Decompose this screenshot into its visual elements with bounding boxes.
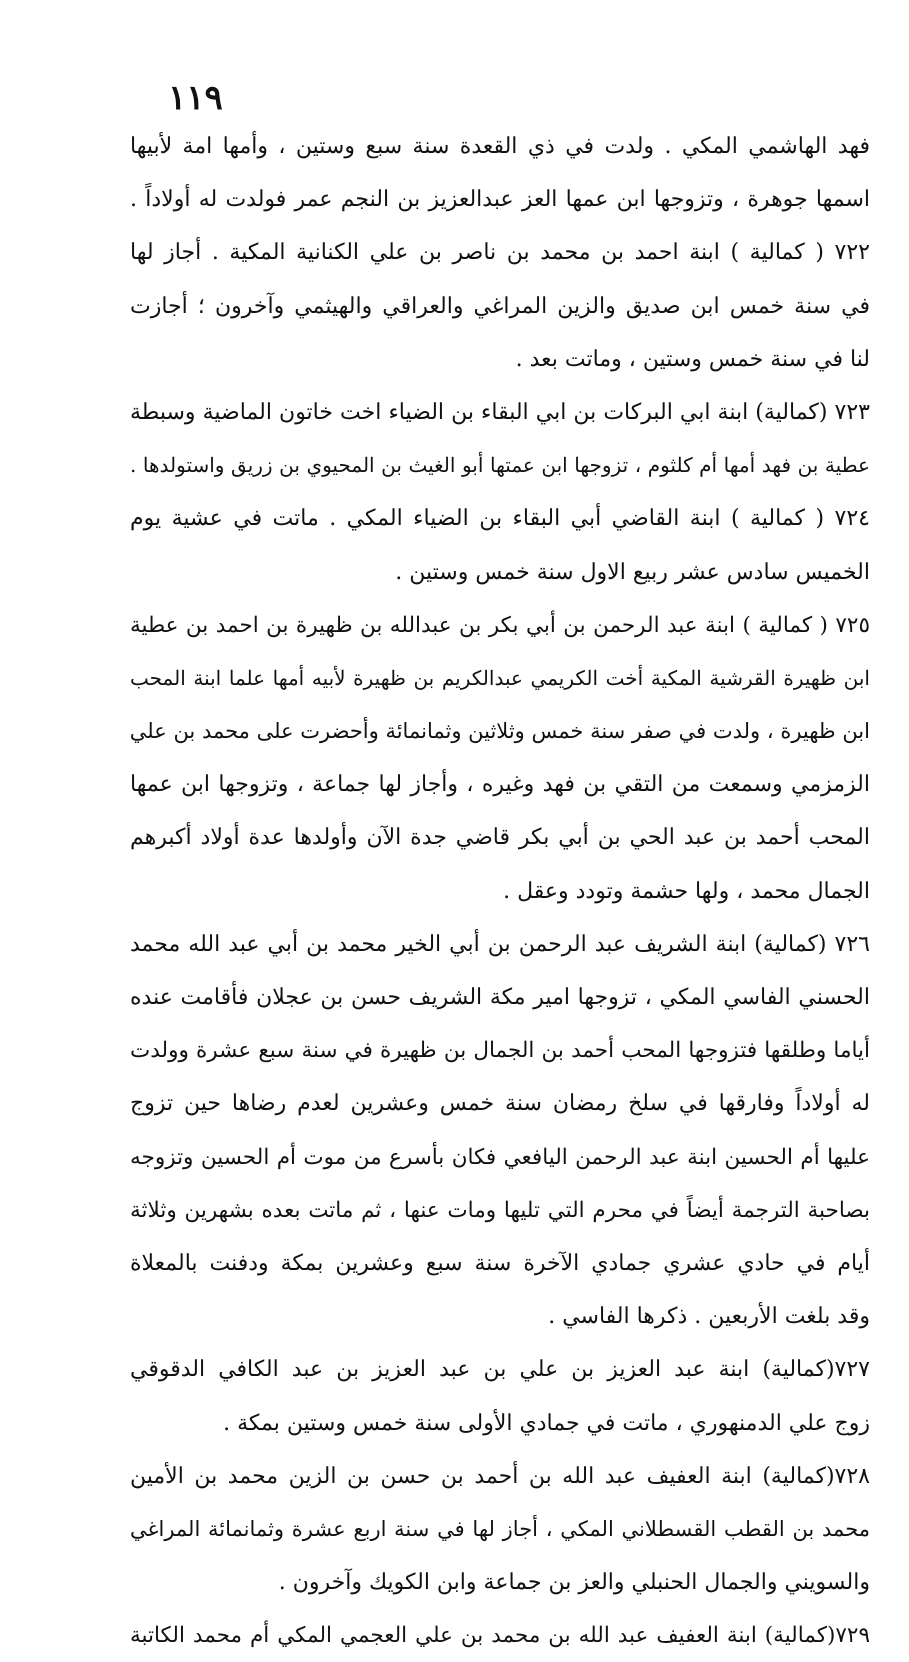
text-line: بصاحبة الترجمة أيضاً في محرم التي تليها ومات عنها ، ثم ماتت بعده بشهرين وثلاثة <box>130 1197 870 1223</box>
text-line: ٧٢٩(كمالية) ابنة العفيف عبد الله بن محمد بن علي العجمي المكي أم محمد الكاتبة <box>130 1623 870 1649</box>
text-line: ٧٢٧(كمالية) ابنة عبد العزيز بن علي بن عبد العزيز بن عبد الكافي الدقوقي <box>130 1357 870 1383</box>
text-line: ٧٢٥ ( كمالية ) ابنة عبد الرحمن بن أبي بكر بن عبدالله بن ظهيرة بن احمد بن عطية <box>130 612 870 638</box>
text-line: أياما وطلقها فتزوجها المحب أحمد بن الجمال بن ظهيرة في سنة سبع عشرة وولدت <box>130 1038 870 1064</box>
text-line: اسمها جوهرة ، وتزوجها ابن عمها العز عبدالعزيز بن النجم عمر فولدت له أولاداً . <box>130 187 870 213</box>
text-line: عليها أم الحسين ابنة عبد الرحمن اليافعي فكان بأسرع من موت أم الحسين وتزوجه <box>130 1144 870 1170</box>
text-line: ٧٢٢ ( كمالية ) ابنة احمد بن محمد بن ناصر بن علي الكنانية المكية . أجاز لها <box>130 240 870 266</box>
page-number: ١١٩ <box>168 78 223 118</box>
text-line: في سنة خمس ابن صديق والزين المراغي والعراقي والهيثمي وآخرون ؛ أجازت <box>130 293 870 319</box>
text-line: الزمزمي وسمعت من التقي بن فهد وغيره ، وأجاز لها جماعة ، وتزوجها ابن عمها <box>130 772 870 798</box>
text-line: ابن ظهيرة ، ولدت في صفر سنة خمس وثلاثين وثمانمائة وأحضرت على محمد بن علي <box>129 719 870 744</box>
text-line: ٧٢٣ (كمالية) ابنة ابي البركات بن ابي البقاء بن الضياء اخت خاتون الماضية وسبطة <box>130 399 870 425</box>
text-line: فهد الهاشمي المكي . ولدت في ذي القعدة سنة سبع وستين ، وأمها امة لأبيها <box>130 134 870 159</box>
text-line: والسويني والجمال الحنبلي والعز بن جماعة وابن الكويك وآخرون . <box>278 1570 870 1596</box>
text-line: لنا في سنة خمس وستين ، وماتت بعد . <box>515 346 870 372</box>
text-line: عطية بن فهد أمها أم كلثوم ، تزوجها ابن عمتها أبو الغيث بن المحيوي بن زريق واستولدها . <box>130 453 870 478</box>
text-line: الجمال محمد ، ولها حشمة وتودد وعقل . <box>503 878 870 904</box>
text-line: ابن ظهيرة القرشية المكية أخت الكريمي عبدالكريم بن ظهيرة لأبيه أمها علما ابنة المحب <box>130 665 870 690</box>
body-text <box>130 120 870 1662</box>
text-line: الحسني الفاسي المكي ، تزوجها امير مكة الشريف حسن بن عجلان فأقامت عنده <box>130 985 870 1010</box>
text-line: ٧٢٦ (كمالية) ابنة الشريف عبد الرحمن بن أبي الخير محمد بن أبي عبد الله محمد <box>130 931 870 957</box>
text-line: ٧٢٨(كمالية) ابنة العفيف عبد الله بن أحمد بن حسن بن الزين محمد بن الأمين <box>130 1463 870 1489</box>
text-line: له أولاداً وفارقها في سلخ رمضان سنة خمس وعشرين لعدم رضاها حين تزوج <box>130 1091 870 1117</box>
text-line: أيام في حادي عشري جمادي الآخرة سنة سبع وعشرين بمكة ودفنت بالمعلاة <box>130 1250 870 1276</box>
text-line: المحب أحمد بن عبد الحي بن أبي بكر قاضي جدة الآن وأولدها عدة أولاد أكبرهم <box>130 825 870 851</box>
text-line: وقد بلغت الأربعين . ذكرها الفاسي . <box>548 1304 870 1330</box>
text-line: زوج علي الدمنهوري ، ماتت في جمادي الأولى سنة خمس وستين بمكة . <box>223 1410 870 1436</box>
text-line: ٧٢٤ ( كمالية ) ابنة القاضي أبي البقاء بن الضياء المكي . ماتت في عشية يوم <box>130 506 870 532</box>
text-line: محمد بن القطب القسطلاني المكي ، أجاز لها في سنة اربع عشرة وثمانمائة المراغي <box>130 1516 870 1541</box>
text-line: الخميس سادس عشر ربيع الاول سنة خمس وستين . <box>395 559 870 585</box>
